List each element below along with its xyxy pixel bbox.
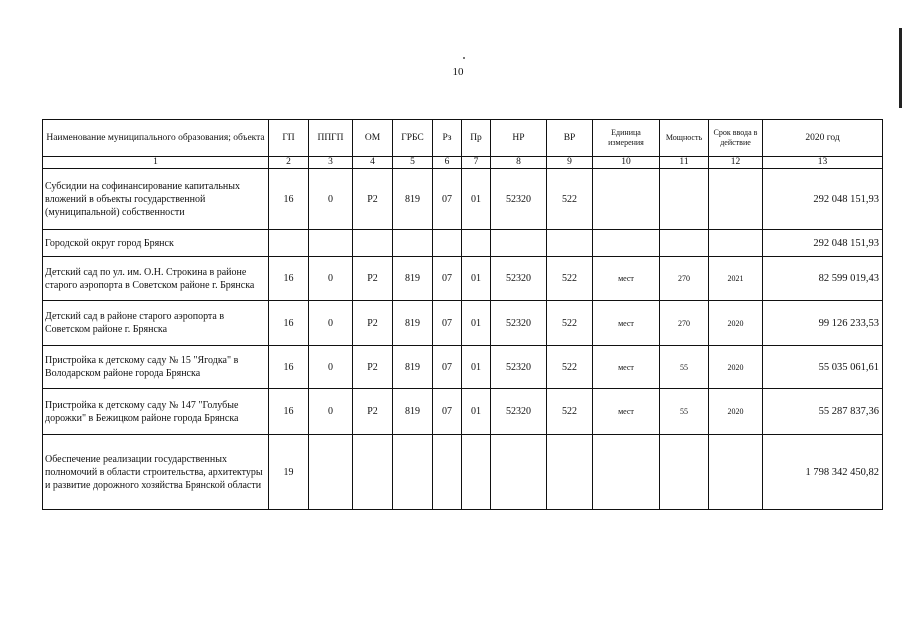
cell-ppgp (309, 230, 353, 257)
cell-gp: 16 (269, 169, 309, 230)
cell-pr: 01 (462, 257, 491, 301)
table-row (43, 230, 883, 257)
cell-vr: 522 (547, 346, 593, 389)
cell-amount: 55 287 837,36 (763, 389, 883, 435)
cell-nr: 52320 (491, 257, 547, 301)
cell-unit: мест (593, 301, 660, 346)
cell-nr (491, 435, 547, 510)
cell-capacity: 55 (660, 346, 709, 389)
header-grbs: ГРБС (393, 120, 433, 157)
column-number: 6 (433, 157, 462, 169)
cell-amount: 292 048 151,93 (763, 169, 883, 230)
cell-capacity: 270 (660, 257, 709, 301)
cell-gp (269, 230, 309, 257)
cell-vr: 522 (547, 257, 593, 301)
cell-om (353, 230, 393, 257)
cell-ppgp (309, 435, 353, 510)
cell-grbs: 819 (393, 169, 433, 230)
header-om: ОМ (353, 120, 393, 157)
table-row (43, 435, 883, 510)
page-number: 10 (452, 66, 464, 78)
cell-amount: 82 599 019,43 (763, 257, 883, 301)
cell-om: P2 (353, 257, 393, 301)
cell-unit (593, 230, 660, 257)
cell-nr: 52320 (491, 169, 547, 230)
cell-om: P2 (353, 301, 393, 346)
row-name: Пристройка к детскому саду № 147 "Голубые дорожки" в Бежицком районе города Брянска (43, 389, 269, 435)
cell-capacity (660, 169, 709, 230)
column-number: 11 (660, 157, 709, 169)
cell-rz: 07 (433, 169, 462, 230)
cell-vr (547, 435, 593, 510)
cell-grbs: 819 (393, 257, 433, 301)
column-number: 13 (763, 157, 883, 169)
table-row (43, 301, 883, 346)
cell-rz: 07 (433, 257, 462, 301)
cell-unit (593, 169, 660, 230)
column-number: 10 (593, 157, 660, 169)
cell-capacity (660, 435, 709, 510)
cell-unit: мест (593, 389, 660, 435)
table-row (43, 257, 883, 301)
cell-nr (491, 230, 547, 257)
cell-rz (433, 230, 462, 257)
header-gp: ГП (269, 120, 309, 157)
cell-pr (462, 230, 491, 257)
scan-edge-mark (899, 28, 902, 108)
table-header-row (43, 120, 883, 157)
column-number: 12 (709, 157, 763, 169)
cell-nr: 52320 (491, 346, 547, 389)
cell-unit (593, 435, 660, 510)
budget-table (42, 119, 883, 510)
cell-pr: 01 (462, 169, 491, 230)
cell-amount: 99 126 233,53 (763, 301, 883, 346)
column-number: 3 (309, 157, 353, 169)
cell-grbs (393, 230, 433, 257)
cell-vr: 522 (547, 169, 593, 230)
cell-grbs: 819 (393, 389, 433, 435)
header-name: Наименование муниципального образования; объекта (43, 120, 269, 157)
cell-amount: 55 035 061,61 (763, 346, 883, 389)
cell-nr: 52320 (491, 301, 547, 346)
cell-rz: 07 (433, 389, 462, 435)
cell-term (709, 169, 763, 230)
table-row (43, 389, 883, 435)
header-ppgp: ППГП (309, 120, 353, 157)
header-year-2020: 2020 год (763, 120, 883, 157)
cell-vr (547, 230, 593, 257)
cell-gp: 16 (269, 346, 309, 389)
cell-term (709, 230, 763, 257)
cell-term: 2020 (709, 389, 763, 435)
cell-pr (462, 435, 491, 510)
cell-unit: мест (593, 346, 660, 389)
cell-gp: 19 (269, 435, 309, 510)
cell-nr: 52320 (491, 389, 547, 435)
cell-rz: 07 (433, 301, 462, 346)
cell-vr: 522 (547, 389, 593, 435)
row-name: Городской округ город Брянск (43, 230, 269, 257)
cell-ppgp: 0 (309, 346, 353, 389)
cell-ppgp: 0 (309, 389, 353, 435)
header-capacity: Мощность (660, 120, 709, 157)
row-name: Обеспечение реализации государственных полномочий в области строительства, архитектуры и развитие дорожного хозяйства Брянской области (43, 435, 269, 510)
cell-ppgp: 0 (309, 257, 353, 301)
cell-pr: 01 (462, 301, 491, 346)
cell-om: P2 (353, 169, 393, 230)
cell-term (709, 435, 763, 510)
cell-capacity: 55 (660, 389, 709, 435)
table-row (43, 169, 883, 230)
column-number: 5 (393, 157, 433, 169)
header-pr: Пр (462, 120, 491, 157)
cell-pr: 01 (462, 389, 491, 435)
cell-om: P2 (353, 346, 393, 389)
header-rz: Рз (433, 120, 462, 157)
column-number: 1 (43, 157, 269, 169)
cell-term: 2021 (709, 257, 763, 301)
cell-term: 2020 (709, 346, 763, 389)
header-nr: НР (491, 120, 547, 157)
cell-capacity (660, 230, 709, 257)
cell-grbs: 819 (393, 301, 433, 346)
cell-om (353, 435, 393, 510)
cell-ppgp: 0 (309, 169, 353, 230)
column-number: 8 (491, 157, 547, 169)
cell-amount: 1 798 342 450,82 (763, 435, 883, 510)
cell-rz (433, 435, 462, 510)
cell-om: P2 (353, 389, 393, 435)
header-vr: ВР (547, 120, 593, 157)
cell-amount: 292 048 151,93 (763, 230, 883, 257)
cell-grbs (393, 435, 433, 510)
cell-grbs: 819 (393, 346, 433, 389)
column-number-row (43, 157, 883, 169)
cell-pr: 01 (462, 346, 491, 389)
header-unit: Единица измерения (593, 120, 660, 157)
row-name: Субсидии на софинансирование капитальных вложений в объекты государственной (муниципальной) собственности (43, 169, 269, 230)
cell-vr: 522 (547, 301, 593, 346)
cell-gp: 16 (269, 389, 309, 435)
row-name: Детский сад по ул. им. О.Н. Строкина в районе старого аэропорта в Советском районе г. Брянска (43, 257, 269, 301)
column-number: 9 (547, 157, 593, 169)
row-name: Детский сад в районе старого аэропорта в Советском районе г. Брянска (43, 301, 269, 346)
column-number: 4 (353, 157, 393, 169)
cell-rz: 07 (433, 346, 462, 389)
cell-term: 2020 (709, 301, 763, 346)
column-number: 7 (462, 157, 491, 169)
table-row (43, 346, 883, 389)
row-name: Пристройка к детскому саду № 15 "Ягодка" в Володарском районе города Брянска (43, 346, 269, 389)
cell-unit: мест (593, 257, 660, 301)
cell-ppgp: 0 (309, 301, 353, 346)
cell-gp: 16 (269, 257, 309, 301)
header-term: Срок ввода в действие (709, 120, 763, 157)
scan-speck (463, 57, 465, 59)
column-number: 2 (269, 157, 309, 169)
cell-gp: 16 (269, 301, 309, 346)
cell-capacity: 270 (660, 301, 709, 346)
